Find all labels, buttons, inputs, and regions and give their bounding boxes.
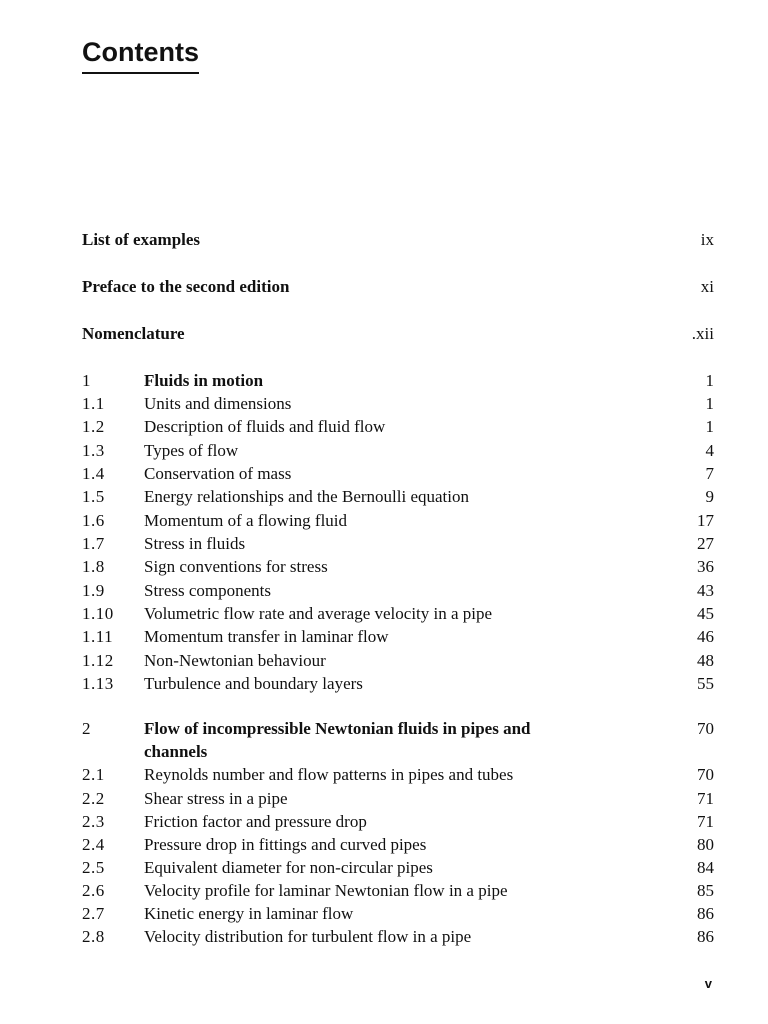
section-title: Types of flow: [144, 441, 239, 460]
section-number: 2.3: [82, 812, 105, 831]
section-title: Momentum transfer in laminar flow: [144, 627, 389, 646]
chapter-number: 1: [82, 371, 91, 390]
toc-entry-title: List of examples: [82, 230, 201, 249]
section-title: Non-Newtonian behaviour: [144, 651, 326, 670]
section-title: Energy relationships and the Bernoulli equation: [144, 487, 469, 506]
section-page: 9: [705, 487, 714, 506]
section-page: 86: [697, 927, 714, 946]
section-number: 1.4: [82, 464, 105, 483]
chapter-number: 2: [82, 719, 91, 738]
section-number: 2.8: [82, 927, 105, 946]
section-page: 55: [697, 674, 714, 693]
toc-entry-title: Preface to the second edition: [82, 277, 290, 296]
section-title: Sign conventions for stress: [144, 557, 328, 576]
section-page: 1: [705, 417, 714, 436]
section-title: Friction factor and pressure drop: [144, 812, 367, 831]
section-title: Conservation of mass: [144, 464, 292, 483]
section-number: 2.5: [82, 858, 105, 877]
section-number: 1.7: [82, 534, 105, 553]
section-number: 2.1: [82, 765, 105, 784]
section-number: 1.3: [82, 441, 105, 460]
page-title: Contents: [82, 34, 199, 74]
section-page: 71: [697, 789, 714, 808]
section-page: 45: [697, 604, 714, 623]
section-page: 43: [697, 581, 714, 600]
section-page: 4: [705, 441, 714, 460]
section-title: Reynolds number and flow patterns in pipes and tubes: [144, 765, 514, 784]
section-number: 1.5: [82, 487, 105, 506]
page-folio: v: [704, 976, 712, 991]
section-title: Description of fluids and fluid flow: [144, 417, 386, 436]
section-number: 1.9: [82, 581, 105, 600]
section-number: 1.11: [82, 627, 114, 646]
chapter-title-line-2: channels: [144, 742, 208, 762]
toc-entry-page: xi: [700, 277, 714, 296]
section-title: Kinetic energy in laminar flow: [144, 904, 354, 923]
section-title: Turbulence and boundary layers: [144, 674, 363, 693]
section-page: 85: [697, 881, 714, 900]
toc-entry-page: .xii: [691, 324, 714, 343]
section-number: 2.2: [82, 789, 105, 808]
chapter-title-line-1: Flow of incompressible Newtonian fluids in pipes and: [144, 719, 531, 738]
section-title: Momentum of a flowing fluid: [144, 511, 348, 530]
section-number: 1.13: [82, 674, 114, 693]
section-number: 2.4: [82, 835, 105, 854]
chapter-title: Fluids in motion: [144, 371, 264, 390]
section-page: 70: [697, 765, 714, 784]
section-number: 1.6: [82, 511, 105, 530]
toc-entry-page: ix: [700, 230, 714, 249]
section-title: Shear stress in a pipe: [144, 789, 288, 808]
section-number: 1.1: [82, 394, 105, 413]
section-page: 1: [705, 394, 714, 413]
section-title: Volumetric flow rate and average velocity in a pipe: [144, 604, 493, 623]
chapter-title: [144, 717, 624, 764]
section-page: 84: [697, 858, 714, 877]
section-number: 1.10: [82, 604, 114, 623]
section-title: Stress components: [144, 581, 272, 600]
section-title: Units and dimensions: [144, 394, 292, 413]
section-title: Velocity distribution for turbulent flow in a pipe: [144, 927, 472, 946]
section-page: 27: [697, 534, 714, 553]
section-title: Velocity profile for laminar Newtonian flow in a pipe: [144, 881, 508, 900]
section-page: 71: [697, 812, 714, 831]
chapter-page: 1: [705, 371, 714, 390]
toc-entry-title: Nomenclature: [82, 324, 185, 343]
section-number: 1.8: [82, 557, 105, 576]
section-page: 86: [697, 904, 714, 923]
section-number: 1.12: [82, 651, 114, 670]
section-title: Stress in fluids: [144, 534, 246, 553]
section-page: 46: [697, 627, 714, 646]
section-page: 48: [697, 651, 714, 670]
section-title: Equivalent diameter for non-circular pipes: [144, 858, 433, 877]
section-page: 17: [697, 511, 714, 530]
section-page: 80: [697, 835, 714, 854]
section-number: 2.6: [82, 881, 105, 900]
section-page: 36: [697, 557, 714, 576]
section-number: 1.2: [82, 417, 105, 436]
chapter-page: 70: [697, 719, 714, 738]
section-title: Pressure drop in fittings and curved pipes: [144, 835, 427, 854]
section-page: 7: [705, 464, 714, 483]
section-number: 2.7: [82, 904, 105, 923]
